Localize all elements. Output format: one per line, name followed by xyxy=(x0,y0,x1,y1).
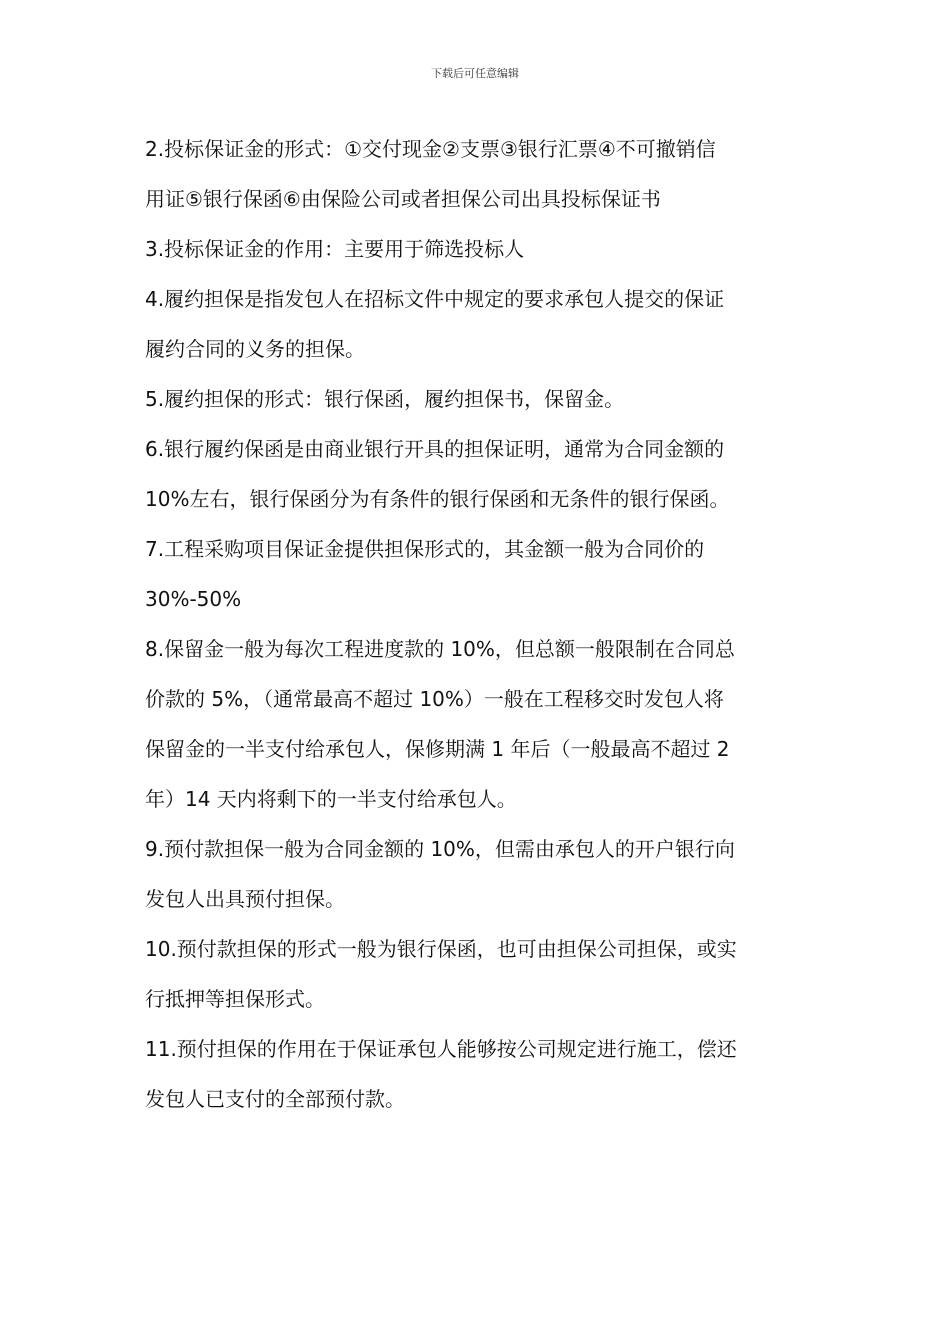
text-line: 发包人出具预付担保。 xyxy=(145,887,345,911)
text-line: 5.履约担保的形式：银行保函，履约担保书，保留金。 xyxy=(145,387,625,411)
text-line: 6.银行履约保函是由商业银行开具的担保证明，通常为合同金额的 xyxy=(145,437,725,461)
text-line: 3.投标保证金的作用：主要用于筛选投标人 xyxy=(145,237,525,261)
text-line: 行抵押等担保形式。 xyxy=(145,987,325,1011)
text-line: 11.预付担保的作用在于保证承包人能够按公司规定进行施工，偿还 xyxy=(145,1037,737,1061)
text-line: 10.预付款担保的形式一般为银行保函，也可由担保公司担保，或实 xyxy=(145,937,737,961)
text-line: 10%左右，银行保函分为有条件的银行保函和无条件的银行保函。 xyxy=(145,487,730,511)
text-line: 年）14 天内将剩下的一半支付给承包人。 xyxy=(145,787,517,811)
document-body xyxy=(145,124,810,1124)
text-line: 7.工程采购项目保证金提供担保形式的，其金额一般为合同价的 xyxy=(145,537,705,561)
text-line: 发包人已支付的全部预付款。 xyxy=(145,1087,405,1111)
text-line: 保留金的一半支付给承包人，保修期满 1 年后（一般最高不超过 2 xyxy=(145,737,730,761)
text-line: 用证⑤银行保函⑥由保险公司或者担保公司出具投标保证书 xyxy=(145,187,661,211)
text-line: 9.预付款担保一般为合同金额的 10%，但需由承包人的开户银行向 xyxy=(145,837,735,861)
text-line: 8.保留金一般为每次工程进度款的 10%，但总额一般限制在合同总 xyxy=(145,637,735,661)
text-line: 30%-50% xyxy=(145,587,242,611)
text-line: 价款的 5%，（通常最高不超过 10%）一般在工程移交时发包人将 xyxy=(145,687,724,711)
text-line: 2.投标保证金的形式：①交付现金②支票③银行汇票④不可撤销信 xyxy=(145,137,716,161)
page-header: 下载后可任意编辑 xyxy=(431,67,519,80)
text-line: 4.履约担保是指发包人在招标文件中规定的要求承包人提交的保证 xyxy=(145,287,725,311)
text-line: 履约合同的义务的担保。 xyxy=(145,337,365,361)
